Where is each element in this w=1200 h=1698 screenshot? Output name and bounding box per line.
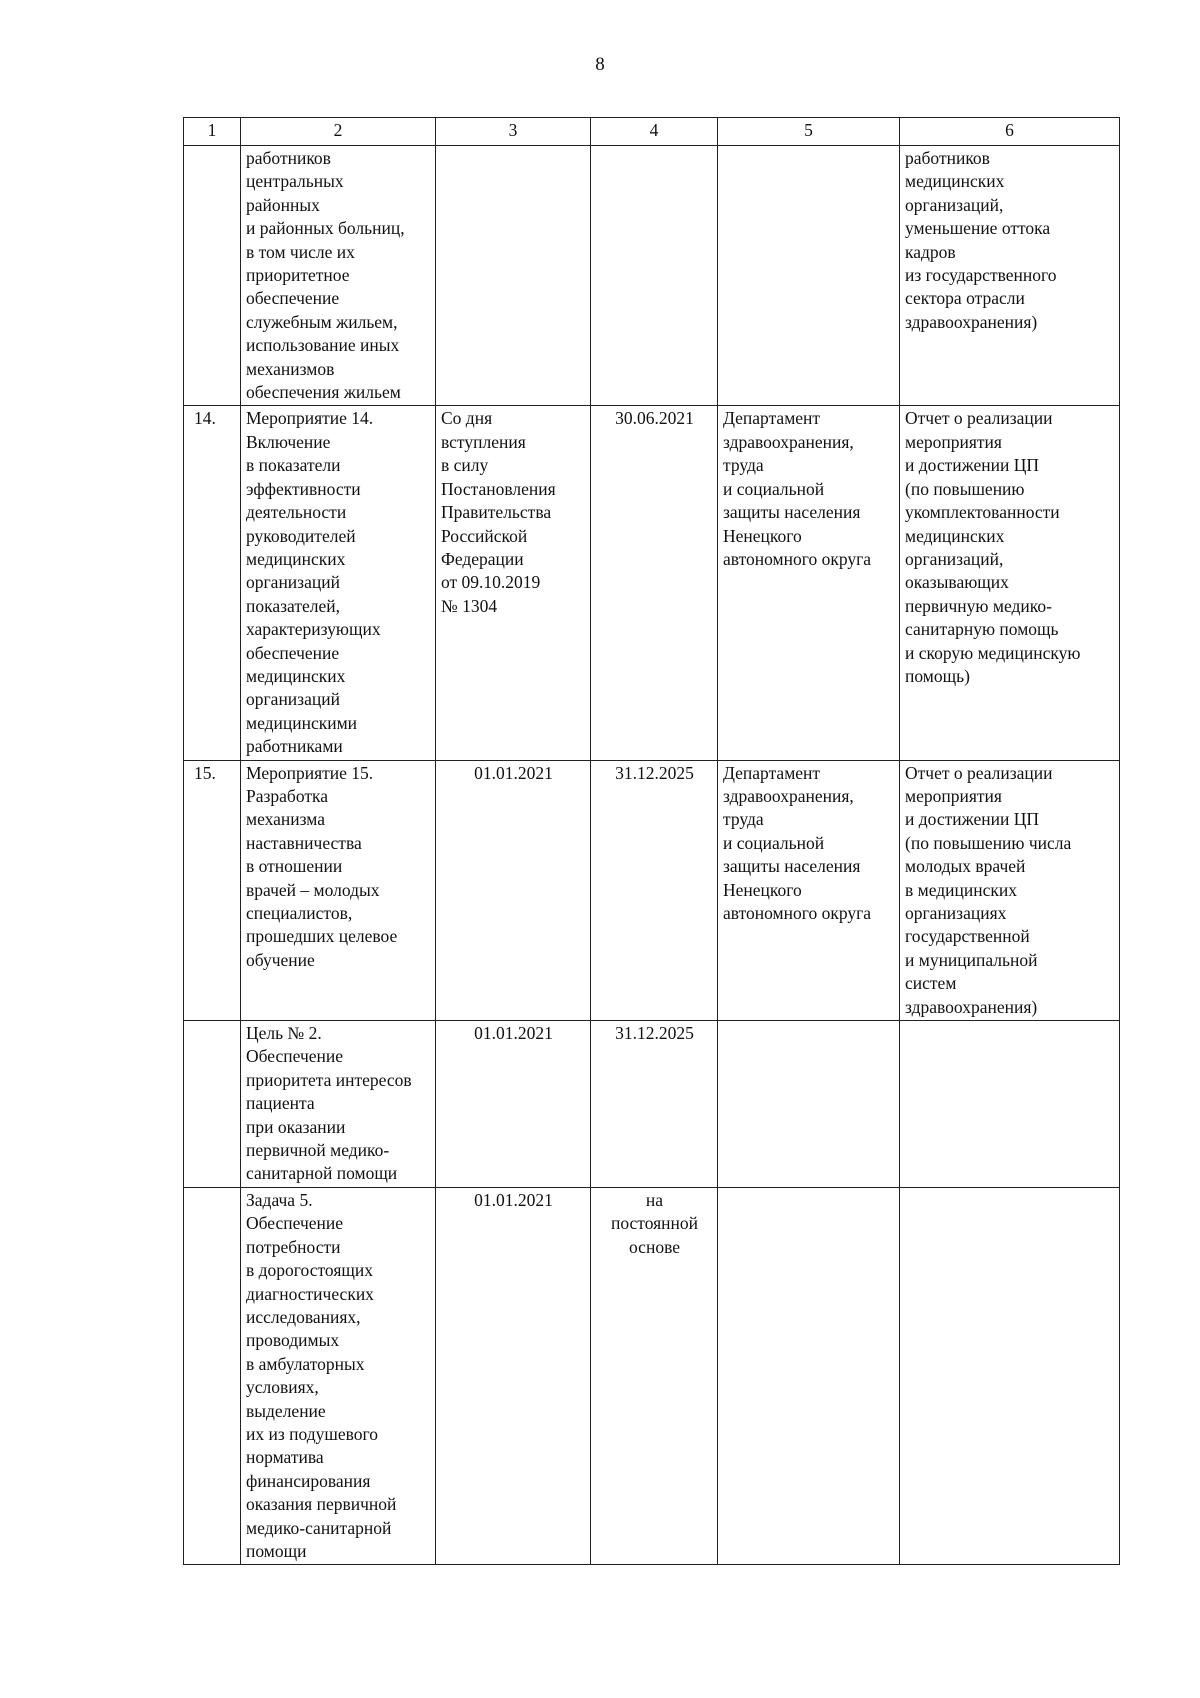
result-cell: Отчет о реализации мероприятия и достижении ЦП (по повышению укомплектованности медицинских организаций, оказывающих первичную медико- санитарную помощь и скорую медицинскую помощь) bbox=[900, 406, 1120, 760]
result-cell bbox=[900, 1021, 1120, 1188]
activity-name-cell: Мероприятие 14. Включение в показатели эффективности деятельности руководителей медицинских организаций показателей, характеризующих обеспечение медицинских организаций медицинскими работниками bbox=[241, 406, 436, 760]
end-date-cell: на постоянной основе bbox=[591, 1187, 718, 1565]
activity-name-cell: работников центральных районных и районных больниц, в том числе их приоритетное обеспечение служебным жильем, использование иных механизмов обеспечения жильем bbox=[241, 146, 436, 406]
table-row bbox=[184, 1187, 1120, 1565]
start-date-cell: Со дня вступления в силу Постановления Правительства Российской Федерации от 09.10.2019 № 1304 bbox=[436, 406, 591, 760]
row-number-cell: 14. bbox=[184, 406, 241, 760]
end-date-cell: 31.12.2025 bbox=[591, 760, 718, 1020]
row-number-cell bbox=[184, 1021, 241, 1188]
responsible-cell bbox=[718, 146, 900, 406]
header-cell: 1 bbox=[184, 118, 241, 146]
row-number-cell: 15. bbox=[184, 760, 241, 1020]
row-number-cell bbox=[184, 1187, 241, 1565]
table-row bbox=[184, 146, 1120, 406]
result-cell bbox=[900, 1187, 1120, 1565]
start-date-cell: 01.01.2021 bbox=[436, 1021, 591, 1188]
result-cell: работников медицинских организаций, уменьшение оттока кадров из государственного сектора отрасли здравоохранения) bbox=[900, 146, 1120, 406]
table-row bbox=[184, 760, 1120, 1020]
activity-name-cell: Мероприятие 15. Разработка механизма наставничества в отношении врачей – молодых специалистов, прошедших целевое обучение bbox=[241, 760, 436, 1020]
activities-table bbox=[183, 117, 1120, 1565]
end-date-cell: 31.12.2025 bbox=[591, 1021, 718, 1188]
activity-name-cell: Цель № 2. Обеспечение приоритета интересов пациента при оказании первичной медико- санитарной помощи bbox=[241, 1021, 436, 1188]
end-date-cell bbox=[591, 146, 718, 406]
start-date-cell: 01.01.2021 bbox=[436, 1187, 591, 1565]
responsible-cell: Департамент здравоохранения, труда и социальной защиты населения Ненецкого автономного округа bbox=[718, 760, 900, 1020]
header-cell: 2 bbox=[241, 118, 436, 146]
table-header-row bbox=[184, 118, 1120, 146]
header-cell: 6 bbox=[900, 118, 1120, 146]
responsible-cell: Департамент здравоохранения, труда и социальной защиты населения Ненецкого автономного округа bbox=[718, 406, 900, 760]
activity-name-cell: Задача 5. Обеспечение потребности в дорогостоящих диагностических исследованиях, проводимых в амбулаторных условиях, выделение их из подушевого норматива финансирования оказания первичной медико-санитарной помощи bbox=[241, 1187, 436, 1565]
table-row bbox=[184, 406, 1120, 760]
end-date-cell: 30.06.2021 bbox=[591, 406, 718, 760]
start-date-cell: 01.01.2021 bbox=[436, 760, 591, 1020]
header-cell: 5 bbox=[718, 118, 900, 146]
row-number-cell bbox=[184, 146, 241, 406]
page-number: 8 bbox=[595, 54, 605, 75]
result-cell: Отчет о реализации мероприятия и достижении ЦП (по повышению числа молодых врачей в медицинских организациях государственной и муниципальной систем здравоохранения) bbox=[900, 760, 1120, 1020]
responsible-cell bbox=[718, 1021, 900, 1188]
responsible-cell bbox=[718, 1187, 900, 1565]
table-row bbox=[184, 1021, 1120, 1188]
start-date-cell bbox=[436, 146, 591, 406]
header-cell: 4 bbox=[591, 118, 718, 146]
header-cell: 3 bbox=[436, 118, 591, 146]
